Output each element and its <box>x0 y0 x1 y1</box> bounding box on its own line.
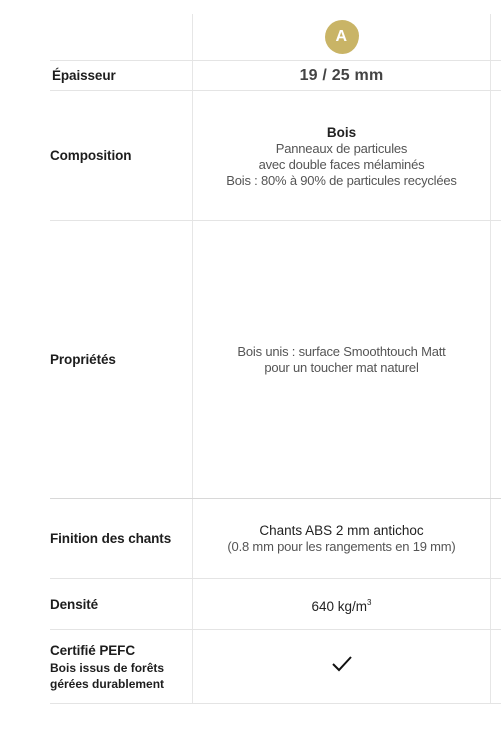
properties-label-cell <box>50 221 193 498</box>
row-density <box>50 579 501 630</box>
properties-label: Propriétés <box>50 352 116 367</box>
composition-line-3: avec double faces mélaminés <box>258 157 425 172</box>
composition-line-2: Panneaux de particules <box>275 141 408 156</box>
composition-line-4: Bois : 80% à 90% de particules recyclées <box>226 173 457 188</box>
tail-cell <box>491 579 501 629</box>
pefc-sublabel-1: Bois issus de forêts <box>50 660 165 675</box>
row-pefc <box>50 630 501 704</box>
composition-label: Composition <box>50 148 132 163</box>
tail-cell <box>491 221 501 498</box>
pefc-label: Certifié PEFC <box>50 642 135 658</box>
composition-value-cell <box>193 91 491 220</box>
pefc-sublabel-2: gérées durablement <box>50 676 165 691</box>
density-value-wrap <box>312 595 372 615</box>
header-value-cell <box>193 14 491 60</box>
tail-cell <box>491 61 501 90</box>
row-edge-finish <box>50 499 501 579</box>
tail-cell <box>491 630 501 703</box>
edge-finish-label: Finition des chants <box>50 531 172 546</box>
tail-cell <box>491 14 501 60</box>
thickness-label: Épaisseur <box>52 68 116 83</box>
edge-finish-line-2: (0.8 mm pour les rangements en 19 mm) <box>227 538 456 554</box>
thickness-label-cell <box>50 61 193 90</box>
density-value: 640 kg/m <box>311 599 368 614</box>
row-thickness <box>50 61 501 91</box>
tail-cell <box>491 499 501 578</box>
specs-table <box>50 14 501 704</box>
row-composition <box>50 91 501 221</box>
composition-line-1: Bois <box>326 125 357 140</box>
edge-finish-value-cell <box>193 499 491 578</box>
properties-line-2: pour un toucher mat naturel <box>264 359 419 375</box>
density-unit-exponent: 3 <box>367 598 372 607</box>
thickness-value-cell <box>193 61 491 90</box>
thickness-value: 19 / 25 mm <box>299 66 384 84</box>
header-row <box>50 14 501 60</box>
properties-line-1: Bois unis : surface Smoothtouch Matt <box>237 343 446 359</box>
tail-cell <box>491 91 501 220</box>
density-label: Densité <box>50 596 99 612</box>
edge-finish-line-1: Chants ABS 2 mm antichoc <box>259 522 424 538</box>
pefc-value-cell <box>193 630 491 703</box>
density-value-cell <box>193 579 491 629</box>
density-label-cell <box>50 579 193 629</box>
pefc-label-cell <box>50 630 193 703</box>
composition-label-cell <box>50 91 193 220</box>
grade-badge: A <box>325 20 359 54</box>
row-properties <box>50 221 501 499</box>
edge-finish-label-cell <box>50 499 193 578</box>
header-label-cell <box>50 14 193 60</box>
checkmark-icon <box>331 655 353 678</box>
properties-value-cell <box>193 221 491 498</box>
